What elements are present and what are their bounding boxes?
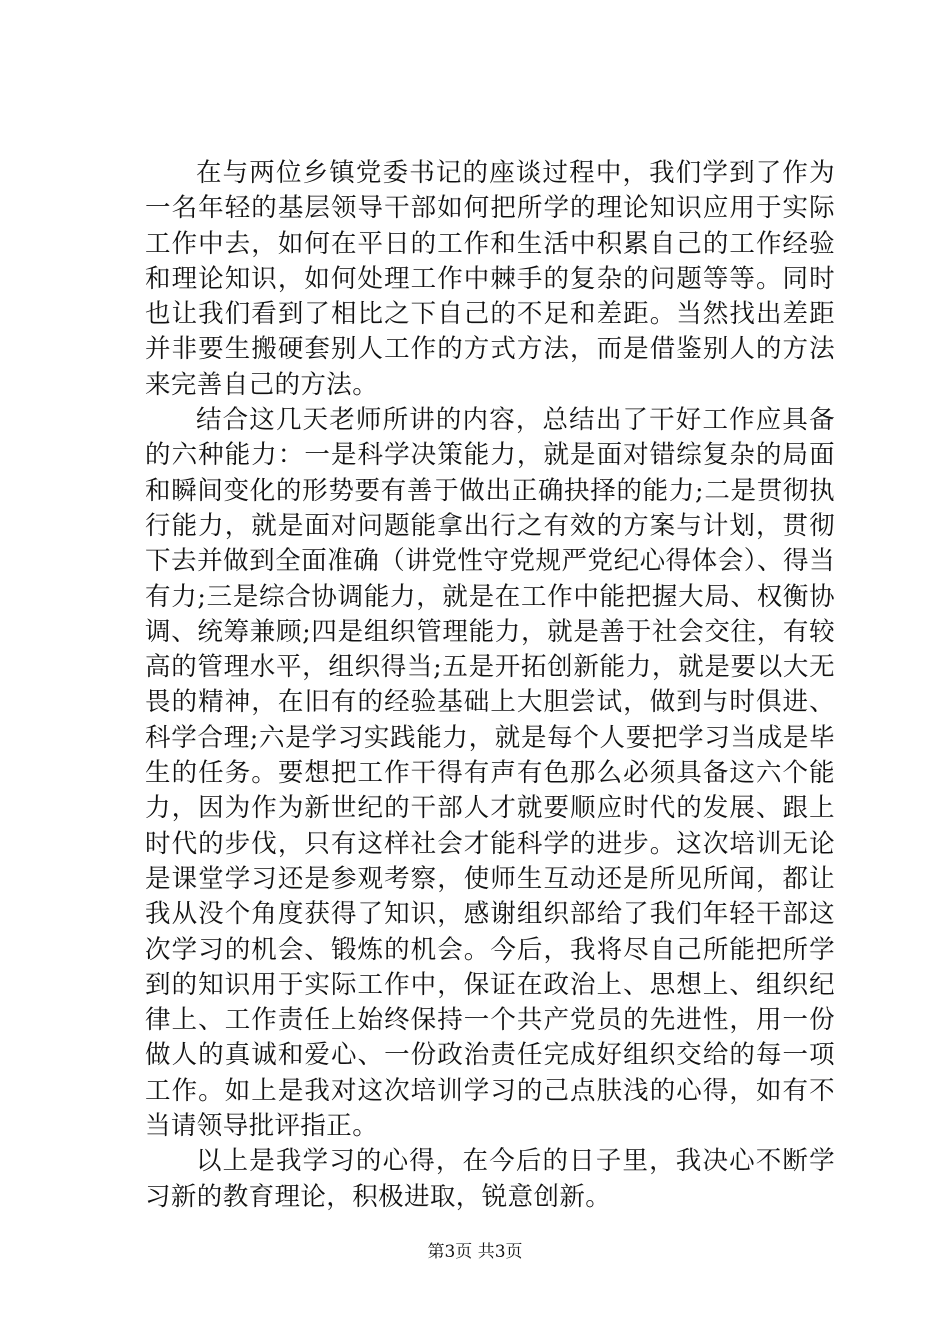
paragraph-conclusion: 以上是我学习的心得，在今后的日子里，我决心不断学习新的教育理论，积极进取，锐意创新。 — [145, 1146, 835, 1212]
paragraph-six-abilities: 结合这几天老师所讲的内容，总结出了干好工作应具备的六种能力：一是科学决策能力，就是面对错综复杂的局面和瞬间变化的形势要有善于做出正确抉择的能力;二是贯彻执行能力，就是面对问题能拿出行之有效的方案与计划，贯彻下去并做到全面准确（讲党性守党规严党纪心得体会）、得当有力;三是综合协调能力，就是在工作中能把握大局、权衡协调、统筹兼顾;四是组织管理能力，就是善于社会交往，有较高的管理水平，组织得当;五是开拓创新能力，就是要以大无畏的精神，在旧有的经验基础上大胆尝试，做到与时俱进、科学合理;六是学习实践能力，就是每个人要把学习当成是毕生的任务。要想把工作干得有声有色那么必须具备这六个能力，因为作为新世纪的干部人才就要顺应时代的发展、跟上时代的步伐，只有这样社会才能科学的进步。这次培训无论是课堂学习还是参观考察，使师生互动还是所见所闻，都让我从没个角度获得了知识，感谢组织部给了我们年轻干部这次学习的机会、锻炼的机会。今后，我将尽自己所能把所学到的知识用于实际工作中，保证在政治上、思想上、组织纪律上、工作责任上始终保持一个共产党员的先进性，用一份做人的真诚和爱心、一份政治责任完成好组织交给的每一项工作。如上是我对这次培训学习的己点肤浅的心得，如有不当请领导批评指正。 — [145, 405, 835, 1142]
page-number-footer: 第3页 共3页 — [427, 1242, 523, 1262]
document-body — [145, 156, 835, 1215]
paragraph-seminar-reflection: 在与两位乡镇党委书记的座谈过程中，我们学到了作为一名年轻的基层领导干部如何把所学的理论知识应用于实际工作中去，如何在平日的工作和生活中积累自己的工作经验和理论知识，如何处理工作中棘手的复杂的问题等等。同时也让我们看到了相比之下自己的不足和差距。当然找出差距并非要生搬硬套别人工作的方式方法，而是借鉴别人的方法来完善自己的方法。 — [145, 158, 835, 400]
